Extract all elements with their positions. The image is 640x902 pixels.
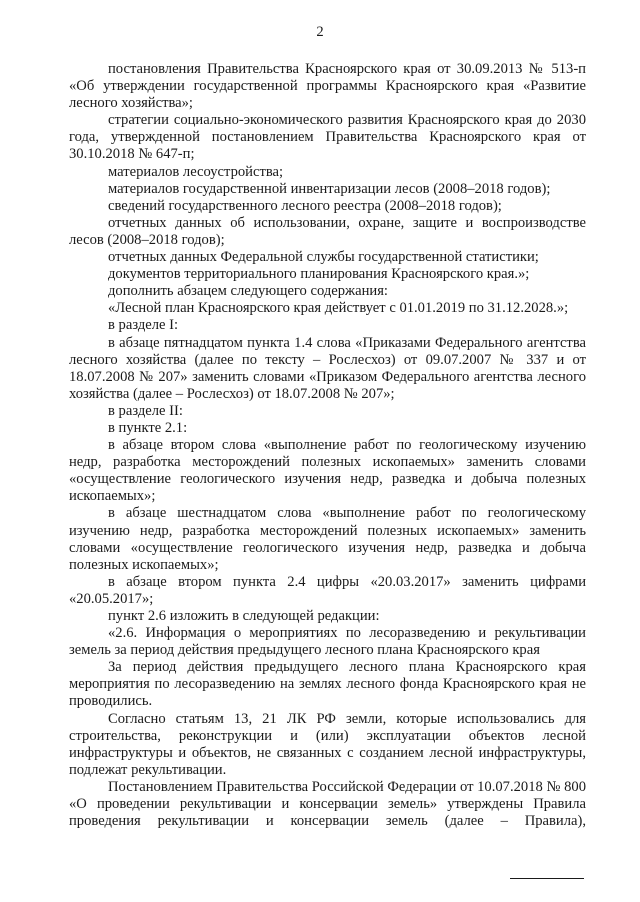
paragraph-forest-inventory-materials: материалов государственной инвентаризации лесов (2008–2018 годов); bbox=[108, 180, 551, 197]
paragraph-forest-usage-reports: отчетных данных об использовании, охране, защите и воспроизводстве лесов (2008–2018 годов); bbox=[69, 214, 586, 248]
paragraph-clause-2-6-title: «2.6. Информация о мероприятиях по лесоразведению и рекультивации земель за период действия предыдущего лесного плана Красноярского края bbox=[69, 625, 586, 659]
paragraph-clause-2-4: в абзаце втором пункта 2.4 цифры «20.03.2017» заменить цифрами «20.05.2017»; bbox=[69, 573, 586, 607]
paragraph-clause-2-1-second: в абзаце втором слова «выполнение работ по геологическому изучению недр, разработка месторождений полезных ископаемых» заменить словами «осуществление геологического изучения недр, разведка и добыча полезных ископаемых»; bbox=[69, 437, 586, 505]
paragraph-strategy-2030: стратегии социально-экономического развития Красноярского края до 2030 года, утвержденной постановлением Правительства Красноярского края от 30.10.2018 № 647-п; bbox=[69, 112, 586, 163]
paragraph-section-1-heading: в разделе I: bbox=[108, 317, 179, 334]
paragraph-government-decree-800: Постановлением Правительства Российской Федерации от 10.07.2018 № 800 «О проведении рекультивации и консервации земель» утверждены Правила проведения рекультивации и консервации земель (далее – Правила), bbox=[69, 778, 586, 830]
paragraph-clause-2-1-heading: в пункте 2.1: bbox=[108, 419, 188, 436]
paragraph-plan-validity: «Лесной план Красноярского края действует с 01.01.2019 по 31.12.2028.»; bbox=[108, 300, 569, 317]
paragraph-resolution-513p: постановления Правительства Красноярского края от 30.09.2013 № 513-п «Об утверждении государственной программы Красноярского края «Развитие лесного хозяйства»; bbox=[69, 61, 586, 112]
paragraph-clause-2-1-sixteenth: в абзаце шестнадцатом слова «выполнение работ по геологическому изучению недр, разработка месторождений полезных ископаемых» заменить словами «осуществление геологического изучения недр, разведка и добыча полезных ископаемых»; bbox=[69, 505, 586, 573]
paragraph-statistics-reports: отчетных данных Федеральной службы государственной статистики; bbox=[108, 249, 539, 266]
page-number: 2 bbox=[316, 24, 324, 40]
paragraph-forest-management-materials: материалов лесоустройства; bbox=[108, 163, 284, 180]
paragraph-afforestation-not-held: За период действия предыдущего лесного плана Красноярского края мероприятия по лесоразведению на землях лесного фонда Красноярского края не проводились. bbox=[69, 659, 586, 710]
paragraph-articles-13-21: Согласно статьям 13, 21 ЛК РФ земли, которые использовались для строительства, реконструкции и (или) эксплуатации объектов лесной инфраструктуры и объектов, не связанных с созданием лесной инфраструктуры, подлежат рекультивации. bbox=[69, 710, 586, 778]
paragraph-section-2-heading: в разделе II: bbox=[108, 402, 183, 419]
paragraph-territorial-planning: документов территориального планирования Красноярского края.»; bbox=[108, 266, 530, 283]
paragraph-clause-1-4: в абзаце пятнадцатом пункта 1.4 слова «Приказами Федерального агентства лесного хозяйства (далее по тексту – Рослесхоз) от 09.07.2007 № 337 и от 18.07.2008 № 207» заменить словами «Приказом Федерального агентства лесного хозяйства (далее – Рослесхоз) от 18.07.2008 № 207»; bbox=[69, 334, 586, 402]
document-body bbox=[69, 61, 586, 830]
footer-rule bbox=[510, 878, 584, 879]
paragraph-forest-registry: сведений государственного лесного реестра (2008–2018 годов); bbox=[108, 197, 502, 214]
paragraph-clause-2-6-heading: пункт 2.6 изложить в следующей редакции: bbox=[108, 608, 380, 624]
paragraph-add-clause: дополнить абзацем следующего содержания: bbox=[108, 283, 388, 300]
